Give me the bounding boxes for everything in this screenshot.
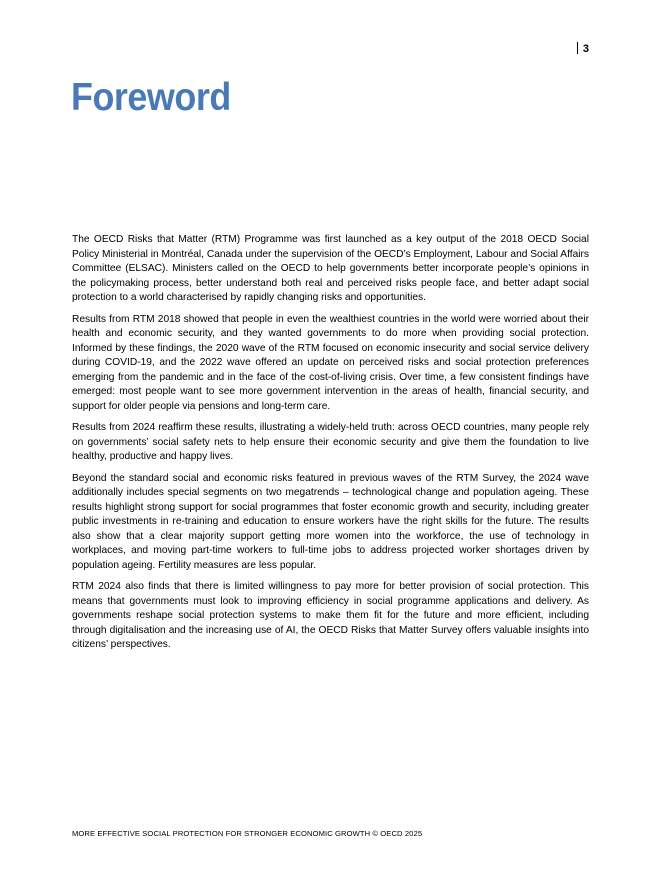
foreword-body (72, 233, 589, 660)
paragraph: Results from 2024 reaffirm these results, illustrating a widely-held truth: across OECD countries, many people rely on governments’ social safety nets to help ensure their economic security and give them the foundation to live healthy, productive and happy lives. (72, 422, 589, 462)
paragraph: Beyond the standard social and economic risks featured in previous waves of the RTM Survey, the 2024 wave additionally includes special segments on two megatrends – technological change and population ageing. These results highlight strong support for social programmes that foster economic growth and security, including greater public investments in re-training and education to ensure workers have the right skills for the future. The results also show that a clear majority support getting more women into the workforce, the use of technology in workplaces, and moving part-time workers to full-time jobs to address projected worker shortages driven by population ageing. Fertility measures are less popular. (72, 472, 589, 571)
paragraph: RTM 2024 also finds that there is limited willingness to pay more for better provision of social protection. This means that governments must look to improving efficiency in social programme applications and delivery. As governments reshape social protection systems to make them fit for the future and more efficient, including through digitalisation and the increasing use of AI, the OECD Risks that Matter Survey offers valuable insights into citizens’ perspectives. (72, 581, 589, 650)
page-number-value: 3 (582, 43, 589, 55)
paragraph: The OECD Risks that Matter (RTM) Programme was first launched as a key output of the 2018 OECD Social Policy Ministerial in Montréal, Canada under the supervision of the OECD’s Employment, Labour and Social Affairs Committee (ELSAC). Ministers called on the OECD to help governments better incorporate people’s opinions in the policymaking process, better understand both real and perceived risks people face, and better adapt social protection to a world characterised by rapidly changing risks and opportunities. (72, 234, 589, 303)
page-footer: MORE EFFECTIVE SOCIAL PROTECTION FOR STRONGER ECONOMIC GROWTH © OECD 2025 (72, 829, 423, 838)
page-number-divider (577, 42, 578, 54)
page-title: Foreword (71, 76, 231, 119)
page-number (577, 42, 589, 56)
paragraph: Results from RTM 2018 showed that people in even the wealthiest countries in the world were worried about their health and economic security, and they wanted governments to do more when providing social protection. Informed by these findings, the 2020 wave of the RTM focused on economic insecurity and social service delivery during COVID-19, and the 2022 wave offered an update on perceived risks and social protection preferences emerging from the pandemic and in the face of the cost-of-living crisis. Over time, a few consistent findings have emerged: most people want to see more government intervention in the areas of health, financial security, and support for older people via pensions and long-term care. (72, 313, 589, 412)
